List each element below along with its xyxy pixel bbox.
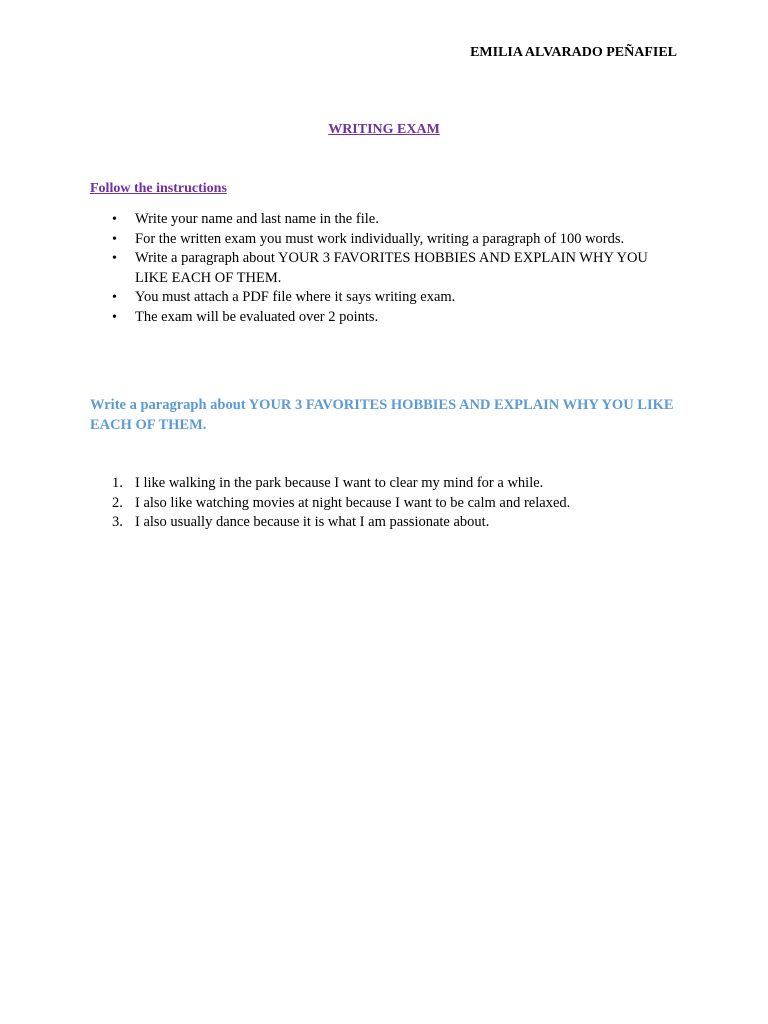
bullet-dot-icon: • <box>112 309 117 325</box>
exam-title: WRITING EXAM <box>328 122 440 137</box>
bullet-dot-icon: • <box>112 290 117 305</box>
list-item <box>90 230 680 250</box>
instructions-list <box>90 210 680 327</box>
instruction-text: Write a paragraph about YOUR 3 FAVORITES HOBBIES AND EXPLAIN WHY YOU LIKE EACH OF THEM. <box>135 250 648 286</box>
list-item <box>90 249 680 288</box>
list-item <box>90 210 680 230</box>
instruction-text: You must attach a PDF file where it says writing exam. <box>135 289 456 305</box>
instruction-text: The exam will be evaluated over 2 points. <box>135 308 379 325</box>
author-name: EMILIA ALVARADO PEÑAFIEL <box>470 45 677 60</box>
bullet-dot-icon: • <box>112 231 117 247</box>
answer-text: I like walking in the park because I want to clear my mind for a while. <box>135 475 544 491</box>
list-item <box>90 308 680 328</box>
list-item <box>90 513 680 533</box>
instructions-heading: Follow the instructions <box>90 181 227 196</box>
list-item <box>90 494 680 514</box>
bullet-dot-icon: • <box>112 212 117 227</box>
list-number: 1. <box>112 475 123 491</box>
instruction-text: For the written exam you must work individually, writing a paragraph of 100 words. <box>135 230 625 247</box>
list-number: 2. <box>112 494 123 511</box>
list-item <box>90 474 680 494</box>
instruction-text: Write your name and last name in the file. <box>135 211 379 227</box>
task-heading: Write a paragraph about YOUR 3 FAVORITES HOBBIES AND EXPLAIN WHY YOU LIKE EACH OF THEM. <box>90 397 674 433</box>
answers-list <box>90 474 680 533</box>
answer-text: I also like watching movies at night because I want to be calm and relaxed. <box>135 494 571 511</box>
answer-text: I also usually dance because it is what I am passionate about. <box>135 514 490 530</box>
list-item <box>90 288 680 308</box>
bullet-dot-icon: • <box>112 251 117 266</box>
list-number: 3. <box>112 514 123 530</box>
